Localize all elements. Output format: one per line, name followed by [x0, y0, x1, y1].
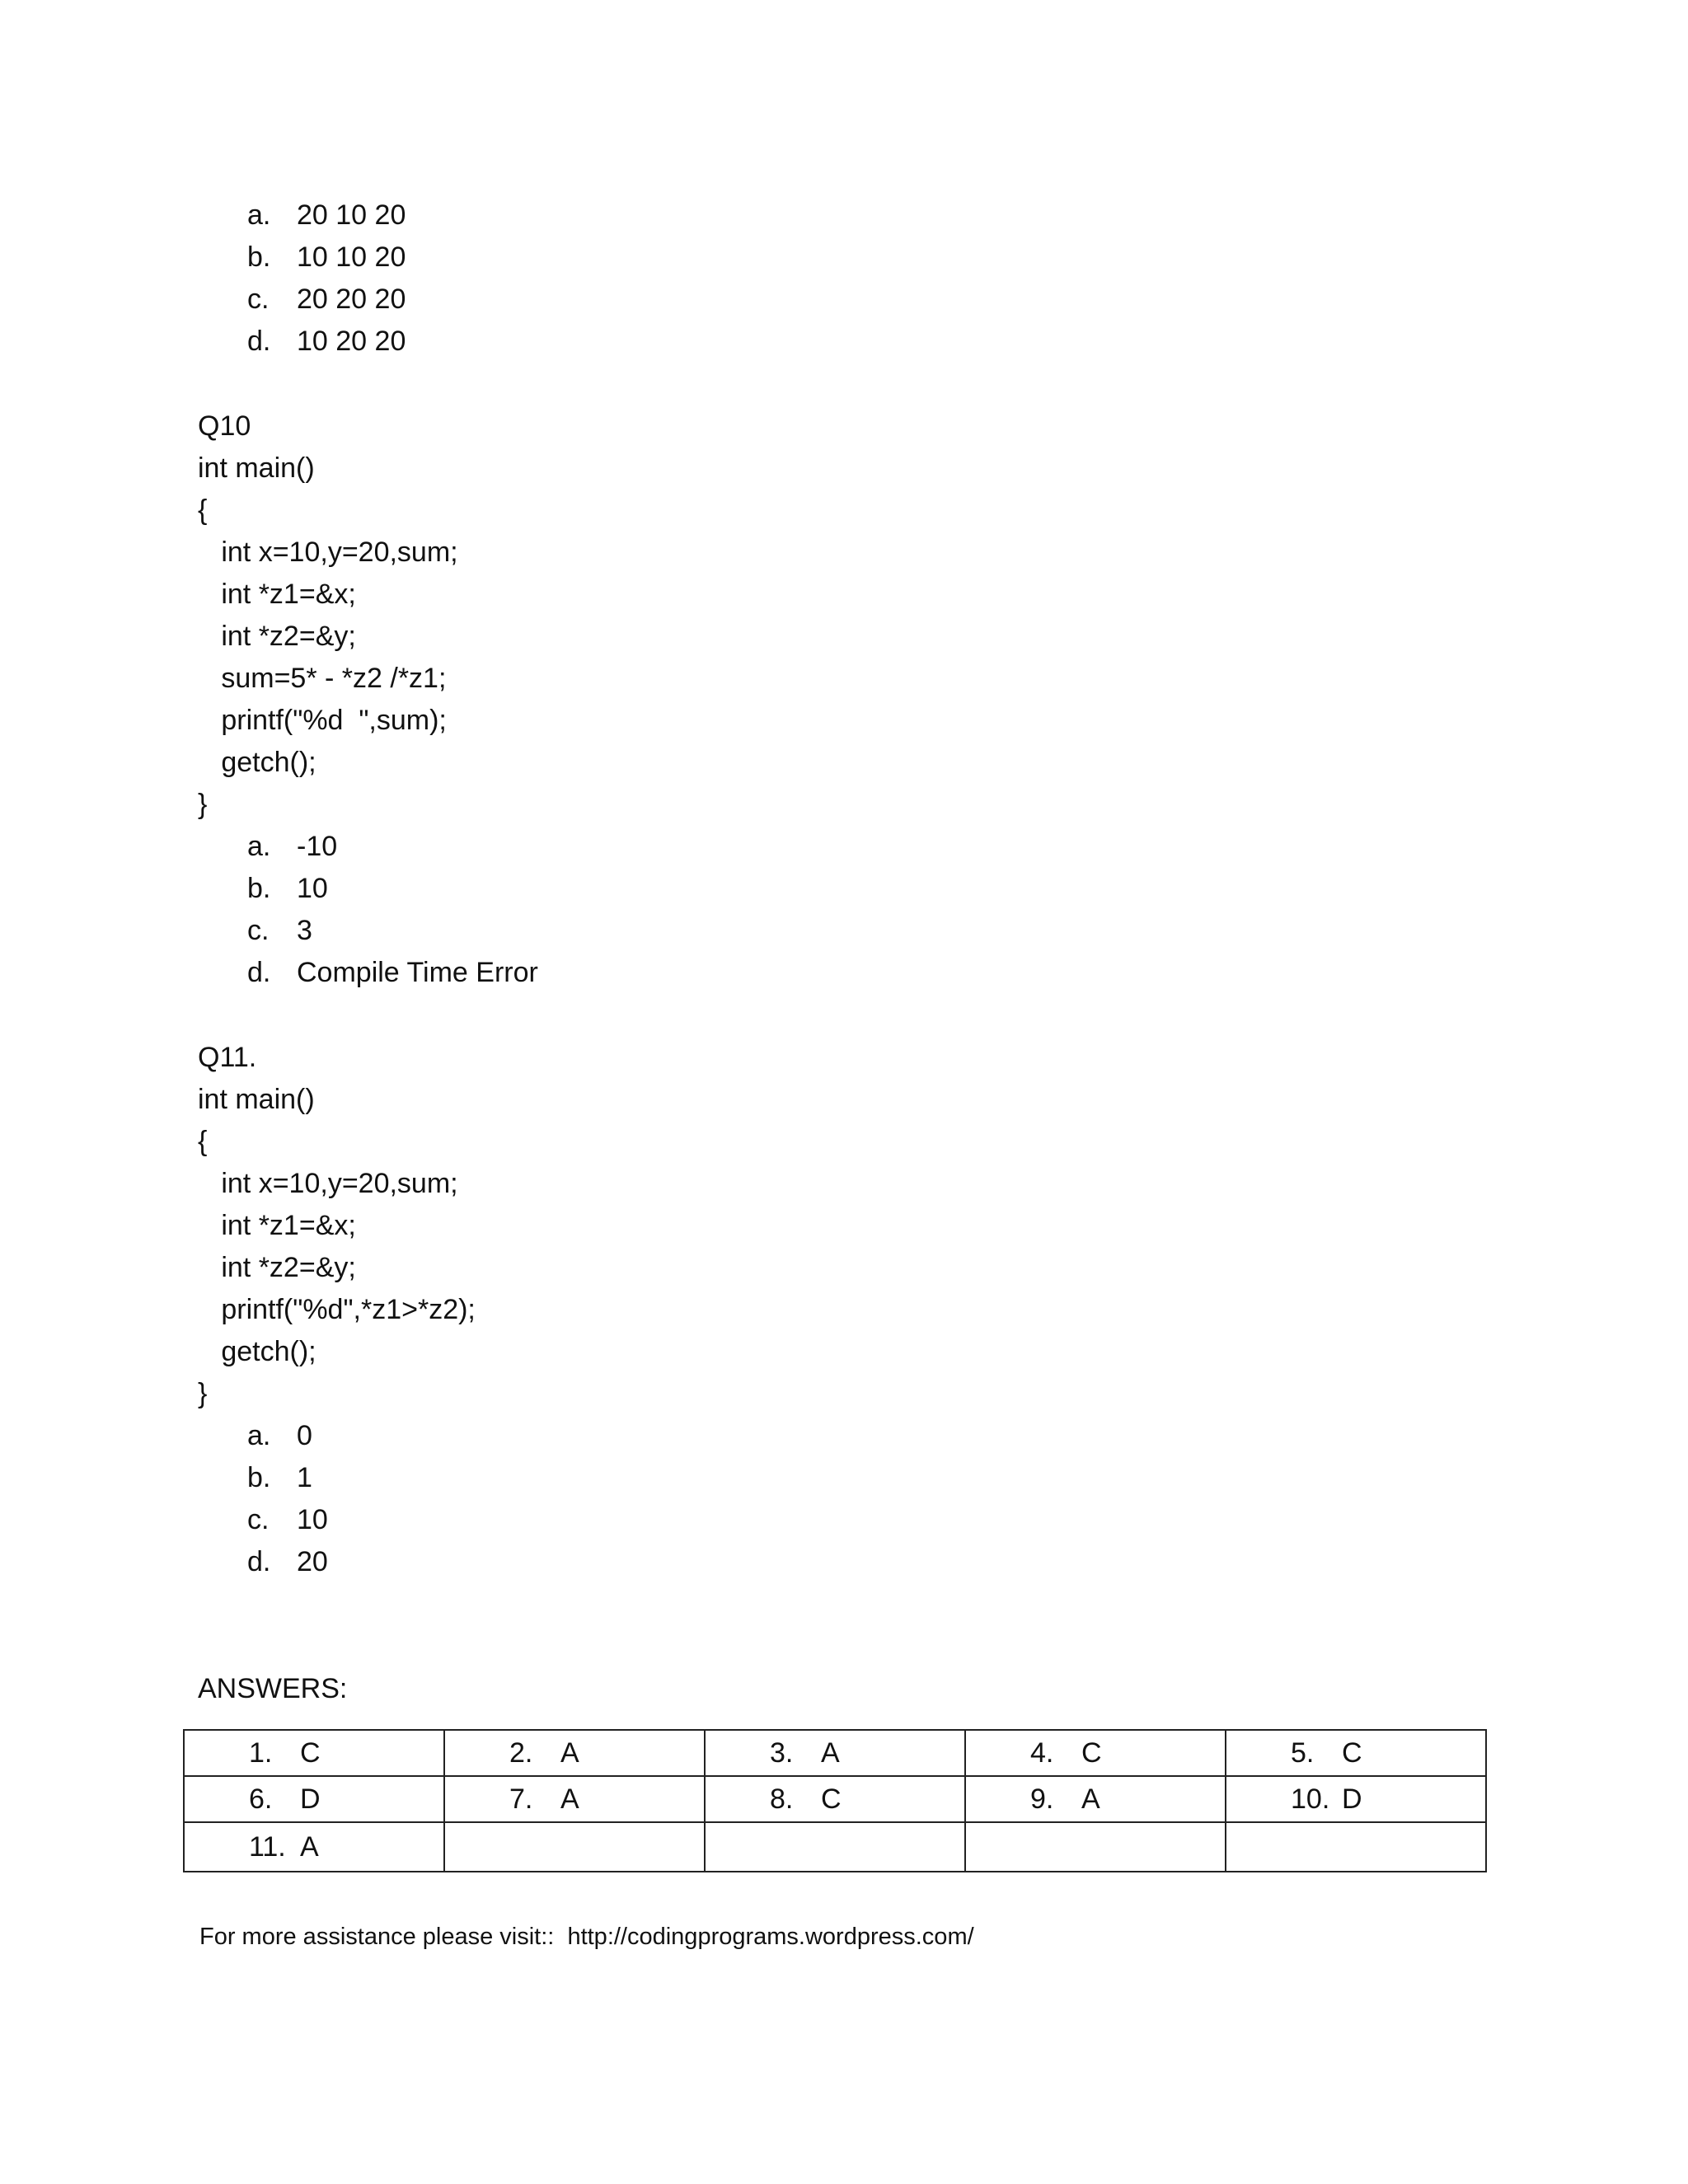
q11-code-line: int main() — [198, 1084, 315, 1115]
q9-option-b-text: 10 10 20 — [297, 241, 406, 273]
answer-value: C — [821, 1783, 842, 1815]
q11-option-c-letter: c. — [247, 1504, 270, 1535]
q9-option-b-letter: b. — [247, 241, 271, 273]
q10-label: Q10 — [198, 410, 251, 442]
answer-value: C — [1342, 1737, 1362, 1769]
q10-option-d-letter: d. — [247, 957, 271, 988]
answer-cell — [965, 1822, 1226, 1872]
q10-code-line: { — [198, 494, 208, 526]
table-row — [184, 1776, 1486, 1822]
answer-value: A — [560, 1737, 579, 1769]
answer-cell — [705, 1822, 965, 1872]
q11-option-d-letter: d. — [247, 1546, 271, 1577]
answer-number: 6. — [249, 1783, 273, 1815]
q10-option-a-text: -10 — [297, 831, 338, 862]
q9-option-d-text: 10 20 20 — [297, 326, 406, 357]
q11-option-b-letter: b. — [247, 1462, 271, 1493]
answer-cell — [1226, 1730, 1486, 1776]
answer-number: 7. — [509, 1783, 533, 1815]
answer-cell — [705, 1776, 965, 1822]
answer-number: 2. — [509, 1737, 533, 1769]
q10-option-b-text: 10 — [297, 873, 328, 904]
answer-number: 11. — [249, 1831, 286, 1863]
answer-value: D — [1342, 1783, 1362, 1815]
answer-number: 9. — [1030, 1783, 1054, 1815]
q11-option-a-letter: a. — [247, 1420, 271, 1451]
q9-option-a-text: 20 10 20 — [297, 199, 406, 231]
q10-code-line: int x=10,y=20,sum; — [198, 537, 458, 568]
q11-option-b-text: 1 — [297, 1462, 312, 1493]
q9-option-c-text: 20 20 20 — [297, 284, 406, 315]
answer-number: 1. — [249, 1737, 273, 1769]
answer-value: C — [1081, 1737, 1102, 1769]
answer-number: 10. — [1291, 1783, 1330, 1815]
q10-code-line: int main() — [198, 452, 315, 484]
q10-code-line: int *z2=&y; — [198, 621, 356, 652]
answer-cell — [184, 1730, 444, 1776]
answer-cell — [184, 1776, 444, 1822]
footer-assistance-note: For more assistance please visit:: http://codingprograms.wordpress.com/ — [199, 1924, 974, 1950]
q11-code-line: { — [198, 1126, 208, 1157]
q10-code-line: sum=5* - *z2 /*z1; — [198, 663, 447, 694]
q10-option-d-text: Compile Time Error — [297, 957, 538, 988]
q10-code-line: } — [198, 789, 208, 820]
answer-number: 8. — [770, 1783, 794, 1815]
table-row — [184, 1730, 1486, 1776]
answer-cell — [444, 1822, 705, 1872]
q11-code-line: int x=10,y=20,sum; — [198, 1168, 458, 1199]
answer-cell — [1226, 1776, 1486, 1822]
q10-option-c-text: 3 — [297, 915, 312, 946]
q11-code-line: getch(); — [198, 1336, 316, 1367]
answer-value: A — [1081, 1783, 1100, 1815]
q11-code-line: int *z2=&y; — [198, 1252, 356, 1283]
q10-code-line: printf("%d ",sum); — [198, 705, 447, 736]
answer-cell — [965, 1776, 1226, 1822]
q9-option-c-letter: c. — [247, 284, 270, 315]
q11-code-line: printf("%d",*z1>*z2); — [198, 1294, 476, 1325]
table-row — [184, 1822, 1486, 1872]
q11-option-a-text: 0 — [297, 1420, 312, 1451]
q10-option-c-letter: c. — [247, 915, 270, 946]
answer-number: 4. — [1030, 1737, 1054, 1769]
answer-cell — [705, 1730, 965, 1776]
answers-heading: ANSWERS: — [198, 1673, 348, 1704]
answer-cell — [965, 1730, 1226, 1776]
answer-number: 3. — [770, 1737, 794, 1769]
answer-value: A — [821, 1737, 840, 1769]
q10-option-a-letter: a. — [247, 831, 271, 862]
answer-number: 5. — [1291, 1737, 1315, 1769]
q9-option-a-letter: a. — [247, 199, 271, 231]
answer-value: C — [300, 1737, 321, 1769]
q11-code-line: int *z1=&x; — [198, 1210, 356, 1241]
answer-cell — [184, 1822, 444, 1872]
answer-cell — [444, 1776, 705, 1822]
answer-cell — [444, 1730, 705, 1776]
answers-table — [183, 1729, 1487, 1872]
q10-option-b-letter: b. — [247, 873, 271, 904]
q10-code-line: getch(); — [198, 747, 316, 778]
answer-value: A — [300, 1831, 319, 1863]
q11-option-c-text: 10 — [297, 1504, 328, 1535]
q11-label: Q11. — [198, 1042, 257, 1073]
q10-code-line: int *z1=&x; — [198, 579, 356, 610]
answer-value: A — [560, 1783, 579, 1815]
q11-option-d-text: 20 — [297, 1546, 328, 1577]
answer-value: D — [300, 1783, 321, 1815]
answer-cell — [1226, 1822, 1486, 1872]
q11-code-line: } — [198, 1378, 208, 1409]
q9-option-d-letter: d. — [247, 326, 271, 357]
